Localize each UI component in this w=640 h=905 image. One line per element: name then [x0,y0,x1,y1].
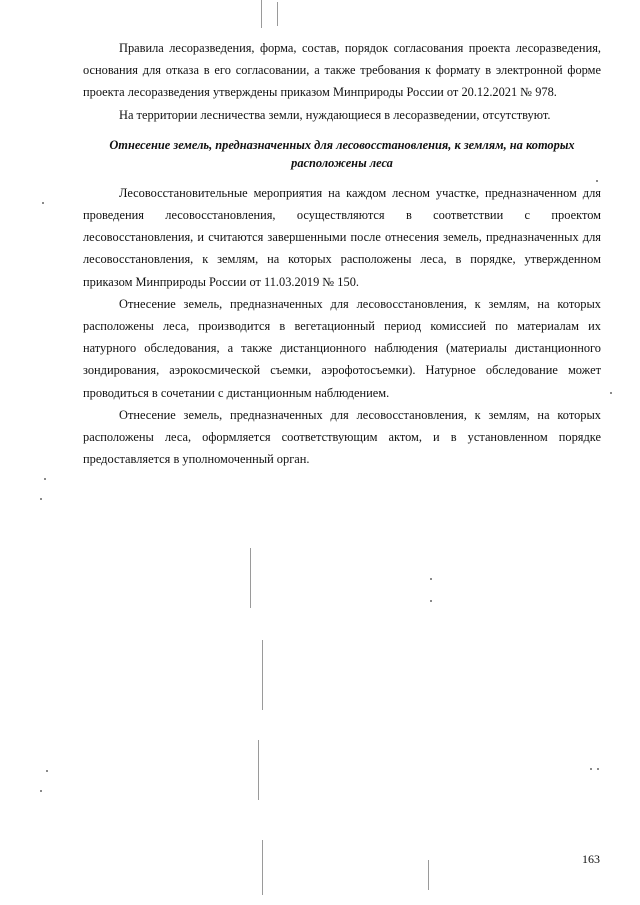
scan-artifact [596,180,598,182]
scan-artifact [40,790,42,792]
scan-artifact [250,548,251,608]
scan-artifact [40,498,42,500]
paragraph-no-afforestation-lands: На территории лесничества земли, нуждающиеся в лесоразведении, отсутствуют. [119,107,551,122]
scan-artifact [597,768,599,770]
scan-artifact [42,202,44,204]
scan-artifact [46,770,48,772]
section-heading: Отнесение земель, предназначенных для лесовосстановления, к землям, на которых расположены леса [109,137,575,170]
scan-artifact [610,392,612,394]
paragraph-reforestation-measures: Лесовосстановительные мероприятия на каждом лесном участке, предназначенном для проведения лесовосстановления, осуществляются в соответствии с проектом лесовосстановления, и считаются завершенными после отнесения земель, предназначенных для лесовосстановления, к землям, на которых расположены леса, в порядке, утвержденном приказом Минприроды России от 11.03.2019 № 150. [83,185,601,289]
paragraph-commission-survey: Отнесение земель, предназначенных для лесовосстановления, к землям, на которых расположены леса, производится в вегетационный период комиссией по материалам их натурного обследования, а также дистанционного наблюдения (материалы дистанционного зондирования, аэрокосмической съемки, аэрофотосъемки). Натурное обследование может проводиться в сочетании с дистанционным наблюдением. [83,296,601,400]
scan-artifact [277,2,278,26]
scan-artifact [262,640,263,710]
scan-artifact [430,600,432,602]
scan-artifact [44,478,46,480]
page-content [83,37,601,470]
paragraph-afforestation-rules: Правила лесоразведения, форма, состав, порядок согласования проекта лесоразведения, основания для отказа в его согласовании, а также требования к формату в электронной форме проекта лесоразведения утверждены приказом Минприроды России от 20.12.2021 № 978. [83,41,601,100]
scan-artifact [430,578,432,580]
scan-artifact [590,768,592,770]
paragraph-act-formalization: Отнесение земель, предназначенных для лесовосстановления, к землям, на которых расположены леса, оформляется соответствующим актом, и в установленном порядке предоставляется в уполномоченный орган. [83,407,601,467]
scan-artifact [258,740,259,800]
scan-artifact [428,860,429,890]
scan-artifact [261,0,262,28]
scan-artifact [262,840,263,895]
page-number: 163 [582,852,600,866]
